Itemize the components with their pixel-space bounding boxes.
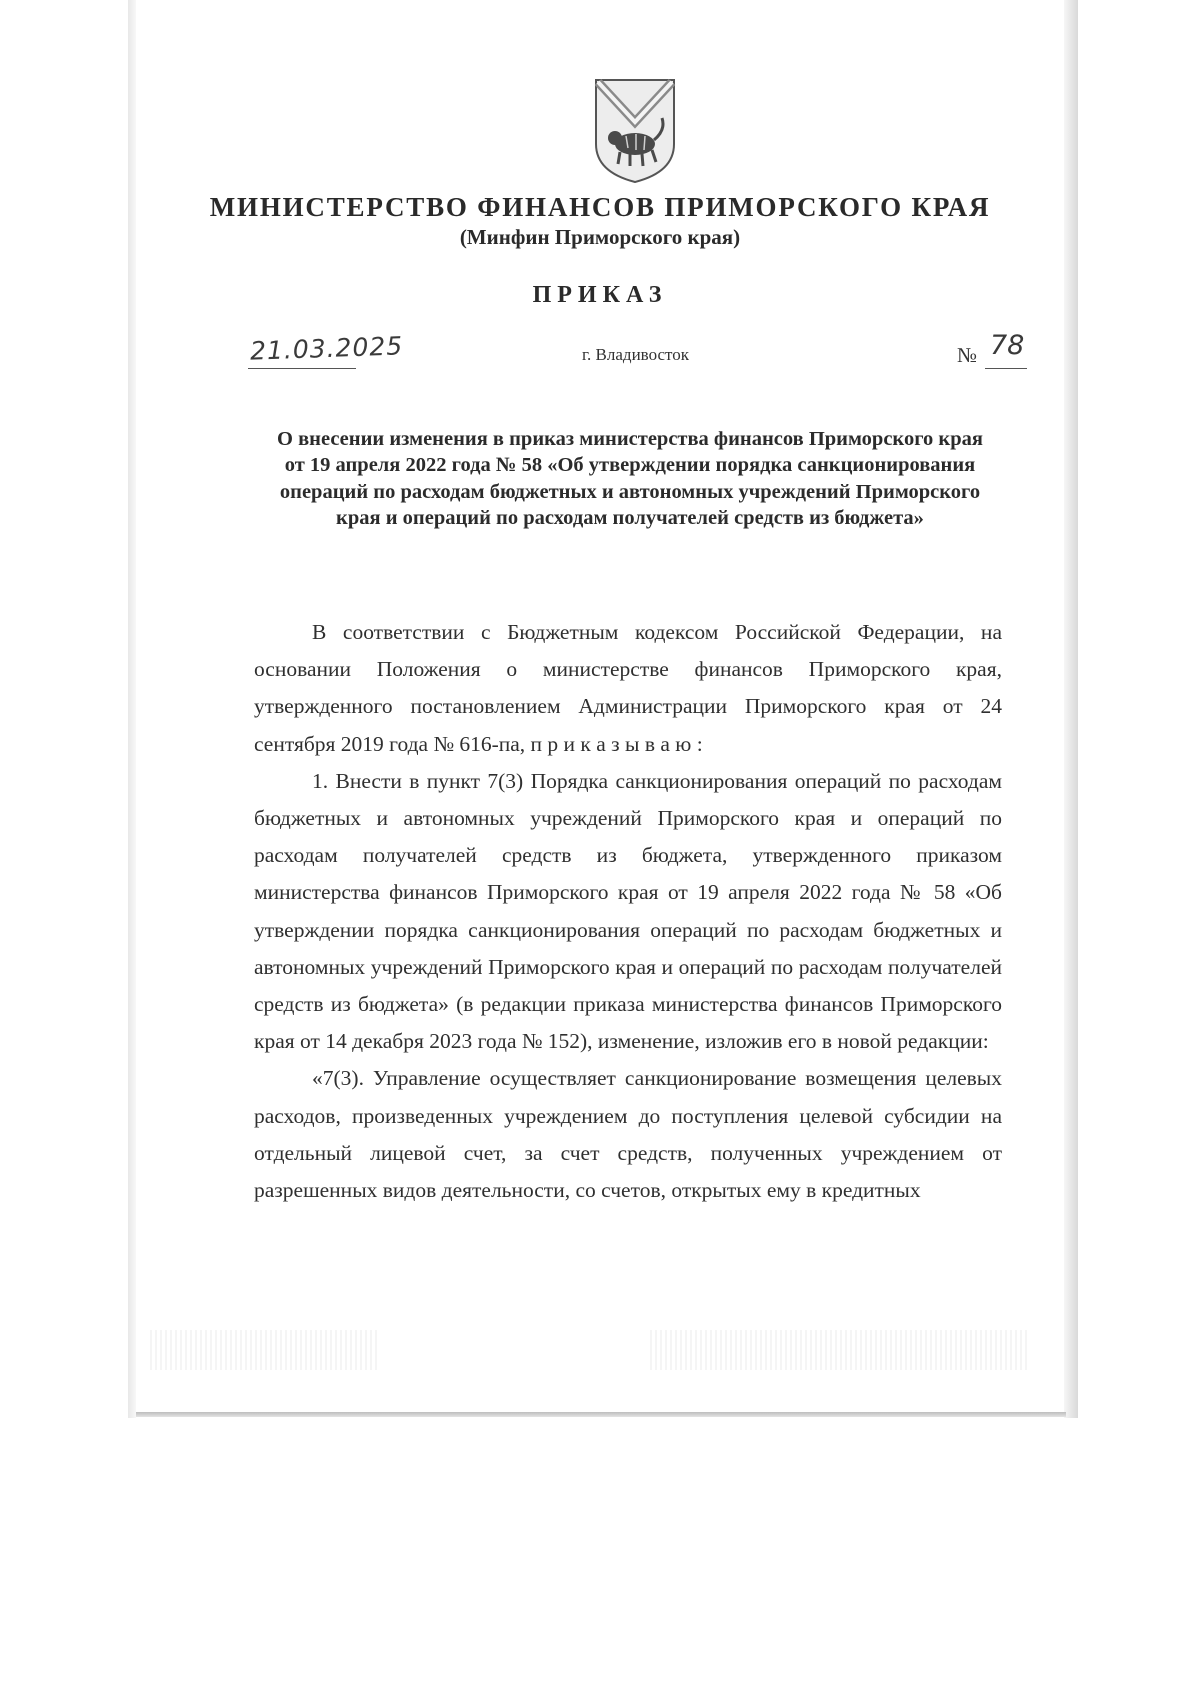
order-subject: О внесении изменения в приказ министерства финансов Приморского края от 19 апреля 2022 года № 58 «Об утверждении порядка санкционирования операций по расходам бюджетных и автономных учреждений Приморского края и операций по расходам получателей средств из бюджета» [277, 428, 983, 530]
body-paragraph-item-1: 1. Внести в пункт 7(3) Порядка санкционирования операций по расходам бюджетных и автономных учреждений Приморского края и операций по расходам получателей средств из бюджета, утвержденного приказом министерства финансов Приморского края от 19 апреля 2022 года № 58 «Об утверждении порядка санкционирования операций по расходам бюджетных и автономных учреждений Приморского края и операций по расходам получателей средств из бюджета» (в редакции приказа министерства финансов Приморского края от 14 декабря 2023 года № 152), изменение, изложив его в новой редакции: [254, 768, 1002, 1054]
scan-noise [150, 1330, 380, 1370]
body-paragraph-basis: В соответствии с Бюджетным кодексом Российской Федерации, на основании Положения о министерстве финансов Приморского края, утвержденного постановлением Администрации Приморского края от 24 сентября 2019 года № 616-па, п р и к а з ы в а ю : [254, 620, 1002, 756]
city-name: г. Владивосток [582, 345, 690, 364]
date-underline [248, 368, 356, 369]
document-type-title: ПРИКАЗ [532, 282, 668, 308]
scan-noise [650, 1330, 1030, 1370]
order-body [254, 614, 1002, 1209]
coat-of-arms-icon [590, 74, 680, 186]
ministry-name: МИНИСТЕРСТВО ФИНАНСОВ ПРИМОРСКОГО КРАЯ [209, 192, 991, 222]
scan-edge-bottom [136, 1412, 1066, 1417]
handwritten-number: 78 [990, 330, 1025, 361]
body-paragraph-new-wording: «7(3). Управление осуществляет санкционирование возмещения целевых расходов, произведенных учреждением до поступления целевой субсидии на отдельный лицевой счет, за счет средств, полученных учреждением от разрешенных видов деятельности, со счетов, открытых ему в кредитных [254, 1066, 1002, 1203]
handwritten-date: 21.03.2025 [249, 331, 404, 366]
scan-edge-right [1064, 0, 1078, 1418]
ministry-short-name: (Минфин Приморского края) [459, 225, 741, 249]
scan-edge-left [128, 0, 136, 1418]
number-label: № [957, 343, 978, 367]
number-underline [985, 368, 1027, 369]
